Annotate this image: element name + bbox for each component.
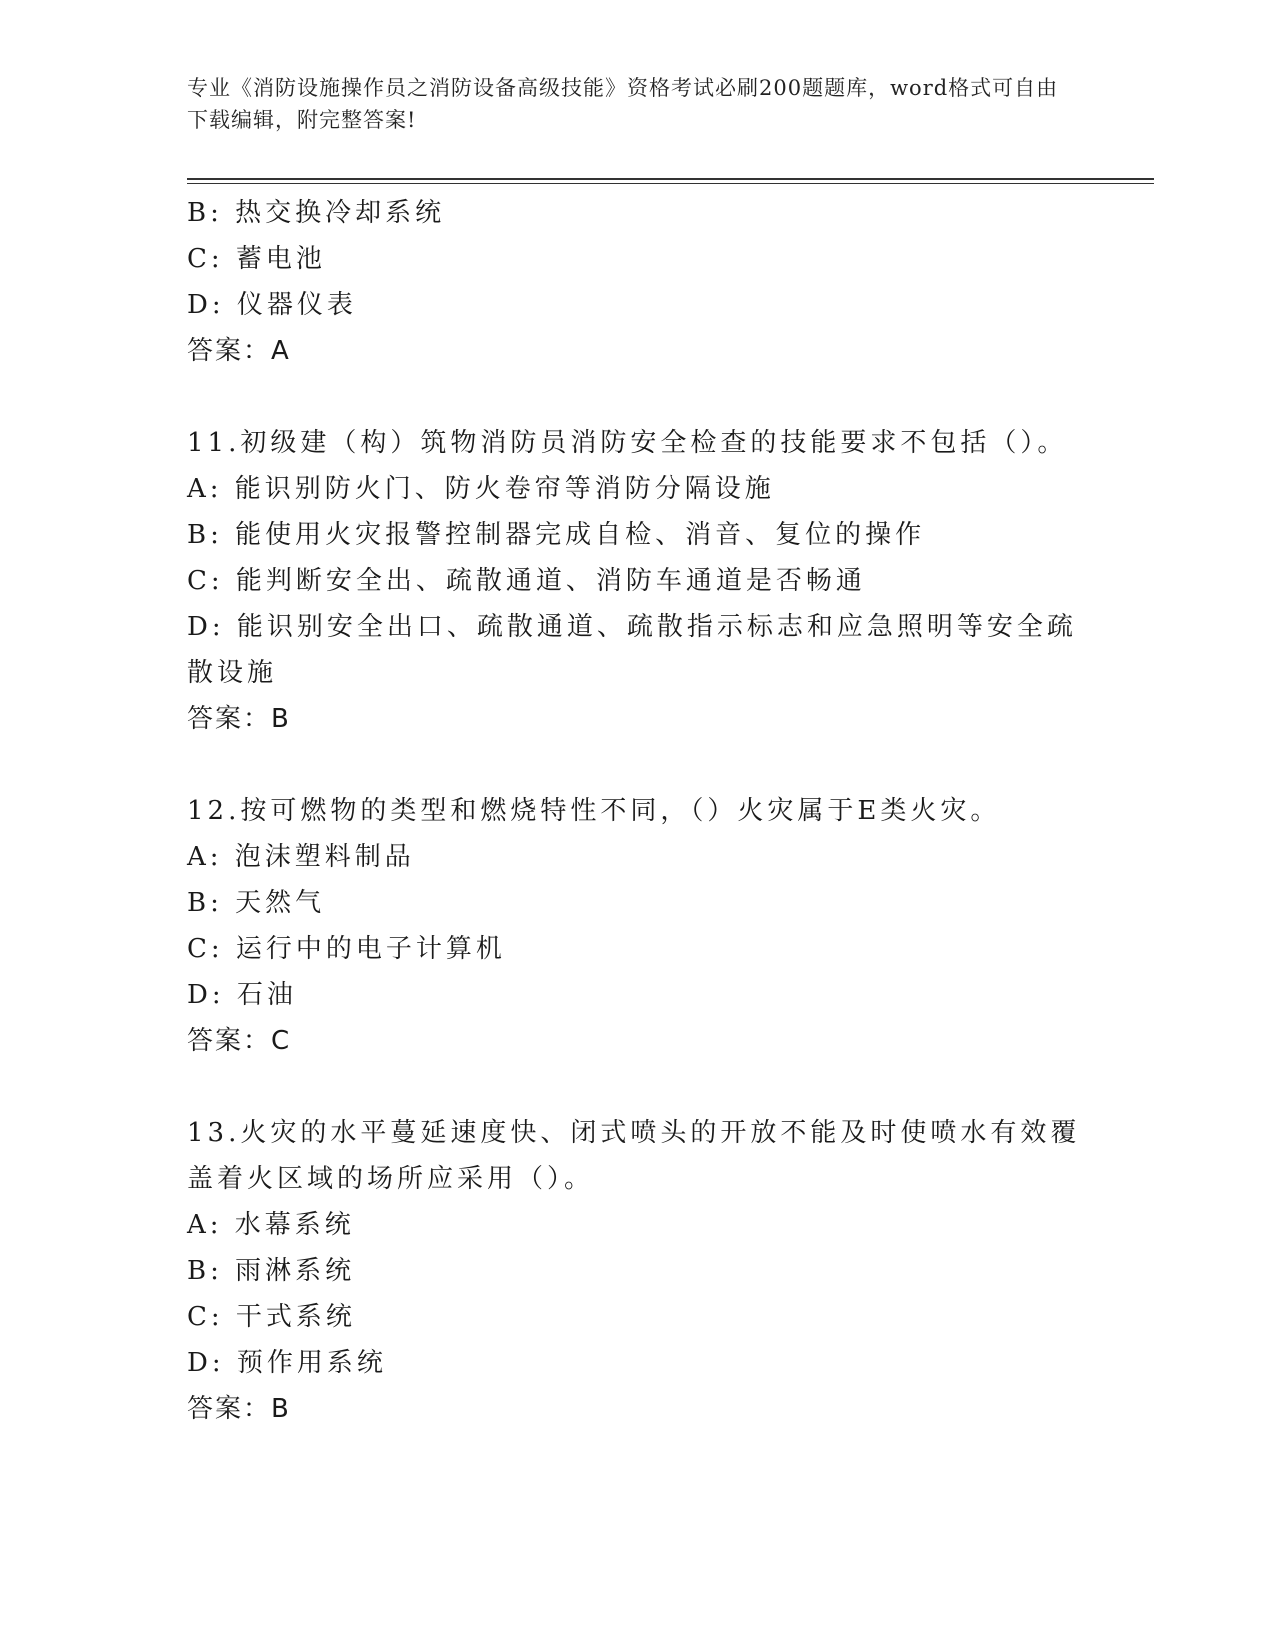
option-b: B: 热交换冷却系统 [187, 198, 446, 228]
answer-line: 答案：A [187, 336, 291, 366]
page-header: 专业《消防设施操作员之消防设备高级技能》资格考试必刷200题题库，word格式可自由下载编辑，附完整答案! [187, 76, 1059, 132]
option-b: B: 天然气 [187, 888, 326, 918]
option-c: C: 运行中的电子计算机 [187, 934, 506, 964]
question-continued [187, 190, 1082, 374]
option-d: D: 预作用系统 [187, 1348, 387, 1378]
question-12 [187, 788, 1082, 1064]
question-13 [187, 1110, 1082, 1432]
question-stem: 13.火灾的水平蔓延速度快、闭式喷头的开放不能及时使喷水有效覆盖着火区域的场所应采用（）。 [187, 1118, 1081, 1194]
answer-line: 答案：C [187, 1026, 292, 1056]
option-a: A: 能识别防火门、防火卷帘等消防分隔设施 [187, 474, 775, 504]
option-c: C: 干式系统 [187, 1302, 356, 1332]
option-b: B: 能使用火灾报警控制器完成自检、消音、复位的操作 [187, 520, 926, 550]
document-body [187, 190, 1082, 1432]
option-d: D: 石油 [187, 980, 297, 1010]
option-d: D: 能识别安全出口、疏散通道、疏散指示标志和应急照明等安全疏散设施 [187, 612, 1077, 688]
header-divider [187, 178, 1154, 180]
question-stem: 12.按可燃物的类型和燃烧特性不同，（）火灾属于E类火灾。 [187, 796, 1001, 826]
spacer [187, 374, 1082, 420]
spacer [187, 1064, 1082, 1110]
option-d: D: 仪器仪表 [187, 290, 357, 320]
option-a: A: 泡沫塑料制品 [187, 842, 415, 872]
option-b: B: 雨淋系统 [187, 1256, 356, 1286]
question-stem: 11.初级建（构）筑物消防员消防安全检查的技能要求不包括（）。 [187, 428, 1068, 458]
answer-line: 答案：B [187, 704, 291, 734]
question-11 [187, 420, 1082, 742]
spacer [187, 742, 1082, 788]
answer-line: 答案：B [187, 1394, 291, 1424]
option-a: A: 水幕系统 [187, 1210, 355, 1240]
option-c: C: 能判断安全出、疏散通道、消防车通道是否畅通 [187, 566, 866, 596]
option-c: C: 蓄电池 [187, 244, 326, 274]
header-divider-secondary [187, 183, 1154, 184]
